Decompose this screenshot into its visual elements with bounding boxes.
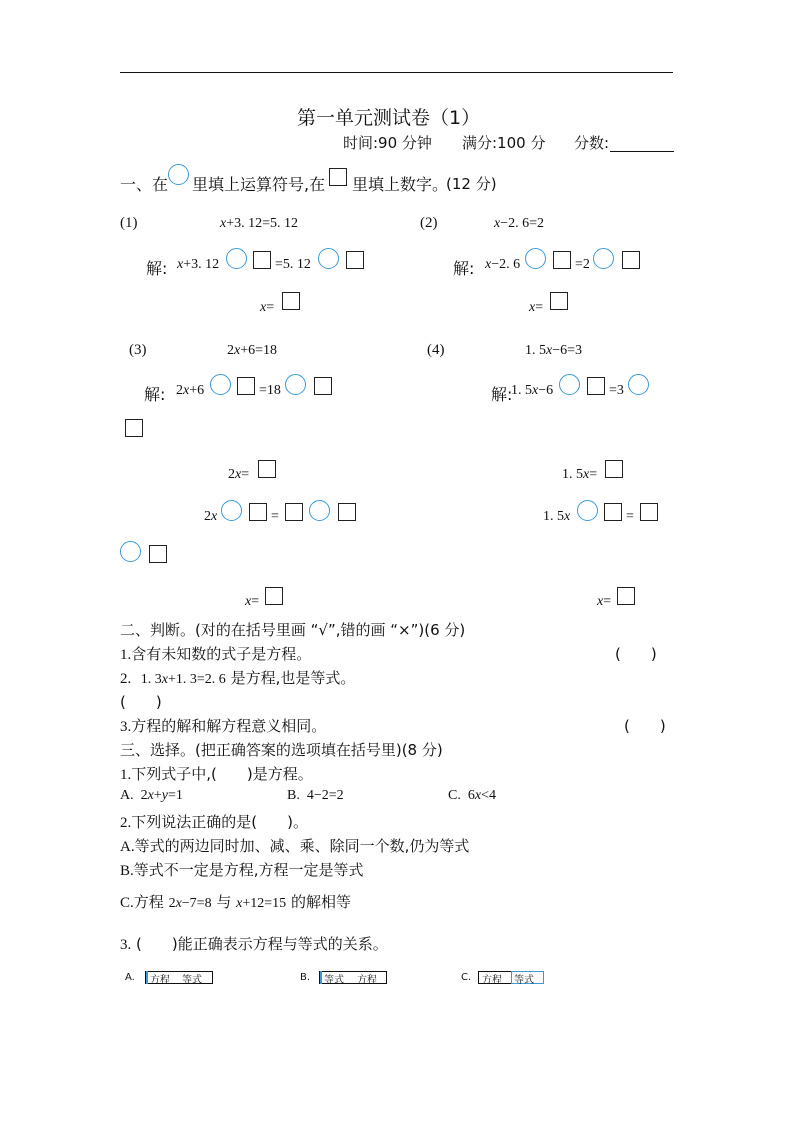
optB-text: 4−2=2 xyxy=(306,788,344,803)
circle-blank-icon xyxy=(168,164,189,185)
p3-eq-var: x xyxy=(234,343,241,358)
p3-line3-box-2[interactable] xyxy=(285,503,303,521)
q3-optA-accent xyxy=(146,971,148,984)
p3-operator-circle[interactable] xyxy=(210,374,231,395)
p3-number-box-wrap[interactable] xyxy=(125,419,143,437)
p4-eq-var: x xyxy=(546,343,553,358)
sec3-q2-num: 2. xyxy=(120,815,132,831)
p3-s-coef: 2 xyxy=(176,383,183,398)
p1-result xyxy=(260,300,274,316)
p2-eq: = xyxy=(535,300,544,315)
p1-step1-right: =5. 12 xyxy=(275,257,311,272)
p1-s-var: x xyxy=(177,257,184,272)
sec3-q1-num: 1. xyxy=(120,767,132,783)
p1-x: x xyxy=(260,300,267,315)
sec1-title-c: 里填上数字。 xyxy=(352,175,449,194)
p3-line3 xyxy=(204,509,217,525)
sec3-q3 xyxy=(120,933,388,954)
q3-optA-text2: 等式 xyxy=(182,975,202,986)
sec2-q2-paren[interactable]: ( ) xyxy=(120,693,162,711)
sec3-q2 xyxy=(120,811,308,832)
p3-l3-var: x xyxy=(211,509,218,524)
p3-s-var: x xyxy=(183,383,190,398)
sec2-q2-c: +1. 3=2. 6 xyxy=(168,672,226,687)
p4-l3-var: x xyxy=(564,509,571,524)
p4-s-coef: 1. 5 xyxy=(511,383,532,398)
sec2-q3 xyxy=(120,715,326,736)
optA-label: A. xyxy=(120,788,134,803)
sec2-q3-text: 方程的解和解方程意义相同。 xyxy=(131,717,327,735)
q2-optC-with: 与 xyxy=(216,893,232,911)
p1-jie: 解: xyxy=(146,259,168,278)
p3-line2-box[interactable] xyxy=(258,460,276,478)
score-label: 分数: xyxy=(574,134,610,152)
sec1-title-b: 里填上运算符号,在 xyxy=(192,175,326,194)
sec1-title-a: 一、在 xyxy=(120,175,169,194)
p4-l4-x: x xyxy=(597,594,604,609)
p3-step1-left xyxy=(176,383,204,399)
p3-l3-coef: 2 xyxy=(204,509,211,524)
sec2-q2-var: x xyxy=(161,672,169,687)
sec3-q2-optC xyxy=(120,891,351,912)
p3-answer-box[interactable] xyxy=(265,587,283,605)
q2-optC-coef: 2 xyxy=(168,896,176,911)
q2-optC-eq1: −7=8 xyxy=(181,896,212,911)
p3-s-num: +6 xyxy=(189,383,205,398)
p1-eq: = xyxy=(266,300,275,315)
p2-operator-circle[interactable] xyxy=(525,248,546,269)
p3-l4-eq: = xyxy=(251,594,260,609)
p2-num: (2) xyxy=(420,215,438,231)
p3-number-box[interactable] xyxy=(237,377,255,395)
p1-num: (1) xyxy=(120,215,138,231)
sec2-q1-num: 1. xyxy=(120,647,132,663)
q2-optB-text: 等式不一定是方程,方程一定是等式 xyxy=(133,861,364,879)
time-label: 时间:90 分钟 xyxy=(343,134,432,152)
p3-operator-circle-2[interactable] xyxy=(285,374,306,395)
p3-number-box-2[interactable] xyxy=(314,377,332,395)
p3-l2-eq: = xyxy=(241,467,250,482)
optA-rest: =1 xyxy=(167,788,183,803)
p2-jie: 解: xyxy=(453,259,475,278)
sec2-q3-num: 3. xyxy=(120,719,132,735)
page-title: 第一单元测试卷（1） xyxy=(297,107,481,129)
p3-line3-box-3[interactable] xyxy=(338,503,356,521)
q2-optC-x: x xyxy=(175,896,182,911)
p3-line3-eq: = xyxy=(271,509,279,524)
p3-line2 xyxy=(228,467,249,483)
optC-label: C. xyxy=(448,788,461,803)
p4-line3-box[interactable] xyxy=(604,503,622,521)
q3-optB-label: B. xyxy=(300,972,311,983)
p4-step1-left xyxy=(511,383,553,399)
sec3-q1-optB xyxy=(287,788,344,804)
sec3-q1 xyxy=(120,763,313,784)
sec3-q1-optC xyxy=(448,788,496,804)
p4-s-num: −6 xyxy=(538,383,554,398)
p3-jie: 解: xyxy=(144,385,166,404)
p3-line3-box-wrap[interactable] xyxy=(149,545,167,563)
p2-step1-right: =2 xyxy=(575,257,590,272)
p4-line3-box-2[interactable] xyxy=(640,503,658,521)
p2-step1-left xyxy=(485,257,520,273)
q3-optB-text1: 等式 xyxy=(324,975,344,986)
optA-plus: + xyxy=(153,788,162,803)
p3-step1-right: =18 xyxy=(259,383,281,398)
sec2-q2 xyxy=(120,667,355,688)
q3-optC-text2: 等式 xyxy=(514,975,534,986)
p3-num: (3) xyxy=(129,342,147,358)
p2-eq-var: x xyxy=(494,216,501,231)
p4-line3 xyxy=(543,509,570,525)
p1-equation xyxy=(220,216,298,232)
p2-x: x xyxy=(529,300,536,315)
score-blank[interactable] xyxy=(610,151,674,152)
q2-optA-label: A. xyxy=(120,839,135,855)
q2-optC-t1: 方程 xyxy=(133,893,164,911)
sec2-q1-paren[interactable]: ( ) xyxy=(615,645,657,663)
p4-line3-eq: = xyxy=(626,509,634,524)
sec2-q1-text: 含有未知数的式子是方程。 xyxy=(131,645,312,663)
optA-coef: 2 xyxy=(140,788,148,803)
p2-equation xyxy=(494,216,544,232)
sec3-q1-text: 下列式子中,( )是方程。 xyxy=(131,765,313,783)
p2-result xyxy=(529,300,543,316)
q3-optA-label: A. xyxy=(125,972,135,983)
sec3-q2-optA xyxy=(120,835,469,856)
sec2-q3-paren[interactable]: ( ) xyxy=(624,717,666,735)
q2-optB-label: B. xyxy=(120,863,134,879)
sec3-q1-optA xyxy=(120,788,183,804)
q2-optC-label: C. xyxy=(120,895,134,911)
optC-rest: <4 xyxy=(481,788,496,803)
sec2-q2-a: 1. 3 xyxy=(140,672,162,687)
p4-s-var: x xyxy=(532,383,539,398)
p1-s-num: +3. 12 xyxy=(183,257,220,272)
q2-optA-text: 等式的两边同时加、减、乘、除同一个数,仍为等式 xyxy=(134,837,470,855)
p1-number-box[interactable] xyxy=(253,251,271,269)
p4-line2 xyxy=(562,467,597,483)
p3-l4-x: x xyxy=(245,594,252,609)
p3-l2-coef: 2 xyxy=(228,467,235,482)
p4-step1-right: =3 xyxy=(609,383,624,398)
p4-eq-coef: 1. 5 xyxy=(525,343,546,358)
p2-eq-rest: −2. 6=2 xyxy=(500,216,545,231)
p4-jie: 解: xyxy=(491,385,513,404)
p3-line3-circle-wrap[interactable] xyxy=(120,541,141,562)
p4-num: (4) xyxy=(427,342,445,358)
p3-line4 xyxy=(245,594,259,610)
p4-operator-circle-2[interactable] xyxy=(628,374,649,395)
sec2-q1 xyxy=(120,643,311,664)
optC-coef: 6 xyxy=(467,788,475,803)
p1-step1-left xyxy=(177,257,219,273)
top-rule xyxy=(120,72,673,73)
sec3-title: 三、选择。(把正确答案的选项填在括号里)(8 分) xyxy=(120,741,443,759)
p4-line4 xyxy=(597,594,611,610)
q2-optC-eq2: +12=15 xyxy=(242,896,287,911)
q3-optC-text1: 方程 xyxy=(482,975,502,986)
p3-line3-circle[interactable] xyxy=(221,500,242,521)
p1-number-box-2[interactable] xyxy=(346,251,364,269)
p2-number-box-2[interactable] xyxy=(622,251,640,269)
p3-line3-box[interactable] xyxy=(249,503,267,521)
square-blank-icon xyxy=(329,168,347,186)
p4-l3-coef: 1. 5 xyxy=(543,509,564,524)
q2-optC-x2: x xyxy=(236,896,243,911)
p2-number-box[interactable] xyxy=(553,251,571,269)
p3-eq-coef: 2 xyxy=(227,343,234,358)
p1-eq-var: x xyxy=(220,216,227,231)
q3-optB-accent xyxy=(320,971,322,984)
p4-answer-box[interactable] xyxy=(617,587,635,605)
sec1-score: (12 分) xyxy=(446,175,497,193)
p4-operator-circle[interactable] xyxy=(559,374,580,395)
p4-l2-coef: 1. 5 xyxy=(562,467,583,482)
p2-s-var: x xyxy=(485,257,492,272)
p4-number-box[interactable] xyxy=(587,377,605,395)
p3-line3-circle-2[interactable] xyxy=(309,500,330,521)
sec3-q2-optB xyxy=(120,859,364,880)
p2-s-num: −2. 6 xyxy=(491,257,521,272)
p3-eq-rest: +6=18 xyxy=(240,343,278,358)
optA-x: x xyxy=(147,788,154,803)
p4-l4-eq: = xyxy=(603,594,612,609)
p4-l2-eq: = xyxy=(589,467,598,482)
p1-operator-circle[interactable] xyxy=(226,248,247,269)
sec2-q2-num: 2. xyxy=(120,671,132,687)
p3-equation xyxy=(227,343,277,359)
full-score-label: 满分:100 分 xyxy=(462,134,546,152)
sec3-q3-text: ( )能正确表示方程与等式的关系。 xyxy=(136,935,388,953)
sec3-q2-text: 下列说法正确的是( )。 xyxy=(131,813,308,831)
p4-eq-rest: −6=3 xyxy=(552,343,583,358)
optA-y: y xyxy=(161,788,168,803)
p1-answer-box[interactable] xyxy=(282,292,300,310)
p4-line3-circle[interactable] xyxy=(577,500,598,521)
sec2-title: 二、判断。(对的在括号里画 “√”,错的画 “×”)(6 分) xyxy=(120,621,466,639)
p2-operator-circle-2[interactable] xyxy=(593,248,614,269)
q3-optA-text1: 方程 xyxy=(150,975,170,986)
q3-optC-label: C. xyxy=(461,972,472,983)
q3-optB-text2: 方程 xyxy=(357,975,377,986)
p2-answer-box[interactable] xyxy=(550,292,568,310)
q2-optC-tail: 的解相等 xyxy=(290,893,351,911)
p1-operator-circle-2[interactable] xyxy=(318,248,339,269)
p3-l2-var: x xyxy=(235,467,242,482)
optB-label: B. xyxy=(287,788,300,803)
optC-x: x xyxy=(474,788,482,803)
p1-eq-rest: +3. 12=5. 12 xyxy=(226,216,299,231)
sec2-q2-text: 是方程,也是等式。 xyxy=(230,669,356,687)
p4-equation xyxy=(525,343,582,359)
p4-line2-box[interactable] xyxy=(605,460,623,478)
p4-l2-var: x xyxy=(583,467,590,482)
sec3-q3-num: 3. xyxy=(120,937,132,953)
